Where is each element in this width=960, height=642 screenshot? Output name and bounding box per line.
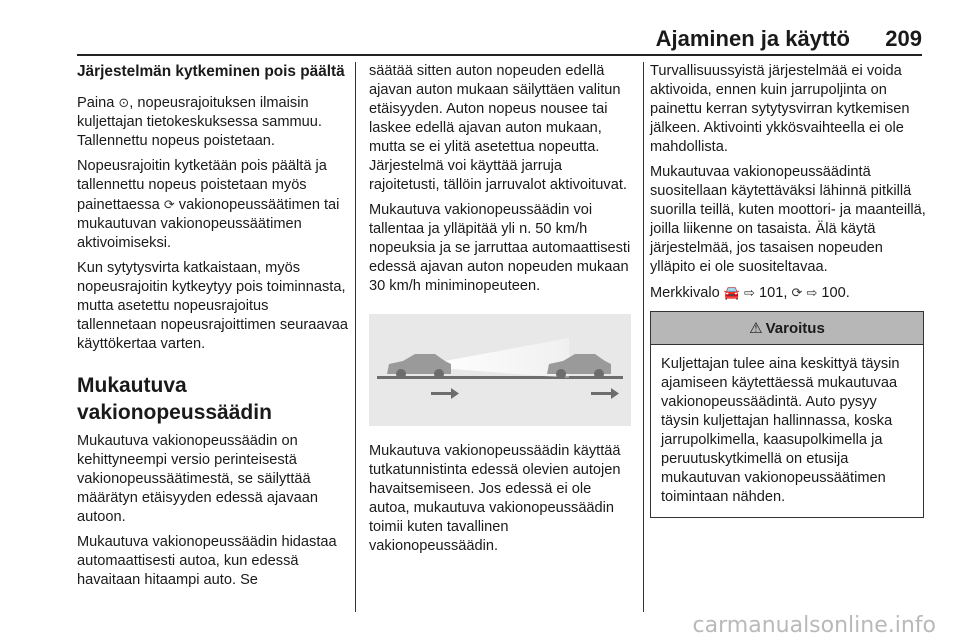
warning-header: ⚠ Varoitus [651, 312, 923, 345]
section-heading: Mukautuva vakionopeussäädin [77, 374, 272, 424]
paragraph: Mukautuva vakionopeussäädin voi tallentaa ja ylläpitää yli n. 50 km/h nopeuksia ja se jarruttaa automaattisesti edessä ajavan auton nopeuden mukaan 30 km/h miniminopeuteen. [369, 202, 631, 294]
header-rule [77, 54, 922, 56]
rear-car-icon [387, 354, 451, 379]
paragraph: Mukautuva vakionopeussäädin on kehittyneempi versio perinteisestä vakionopeussäätimestä, se säilyttää määrätyn etäisyyden edessä ajavaan autoon. [77, 433, 318, 525]
watermark: carmanualsonline.info [692, 613, 936, 638]
paragraph: Merkkivalo 🚘 ⇨ 101, ⟳ ⇨ 100. [650, 285, 850, 301]
cruise-control-icon: ⟳ [791, 285, 803, 300]
column-3 [650, 62, 926, 518]
column-1 [77, 62, 349, 596]
page-header-title: Ajaminen ja käyttö [655, 26, 850, 51]
paragraph: Mukautuva vakionopeussäädin hidastaa automaattisesti autoa, kun edessä havaitaan hitaampi auto. Se [77, 534, 337, 588]
paragraph: Kun sytytysvirta katkaistaan, myös nopeusrajoitin kytkeytyy pois toiminnasta, mutta asetettu nopeusrajoitus tallennetaan nopeusrajoittimen seuraavaa käyttökertaa varten. [77, 260, 348, 352]
warning-triangle-icon: ⚠ [749, 320, 763, 337]
column-separator [355, 62, 356, 612]
speed-limiter-icon: ⊙ [118, 95, 130, 110]
reference-arrow-icon: ⇨ [744, 285, 755, 300]
warning-text: Kuljettajan tulee aina keskittyä täysin ajamiseen käytettäessä mukautuvaa vakionopeussäädintä. Auto pysyy täysin kuljettajan hallinnassa, koska jarrupolkimella, kaasupolkimella ja peruutuskytkimellä on etusija mukautuvan vakionopeussäätimen toimintaan nähden. [661, 356, 900, 505]
page-number: 209 [885, 26, 922, 51]
warning-box [650, 311, 924, 518]
road-line [377, 376, 623, 379]
paragraph: Mukautuva vakionopeussäädin käyttää tutkatunnistinta edessä olevien autojen havaitsemiseen. Jos edessä ei ole autoa, mukautuva vakionopeussäädin toimii kuten tavallinen vakionopeussäädin. [369, 443, 621, 554]
direction-arrow-icon [591, 388, 619, 399]
radar-illustration [369, 314, 631, 426]
car-indicator-icon: 🚘 [723, 285, 740, 300]
paragraph: säätää sitten auton nopeuden edellä ajavan auton mukaan säilyttäen valitun etäisyyden. Auton nopeus nousee tai laskee edellä ajavan auton mukaan, mutta se ei ylitä asetettua nopeutta. Järjestelmä voi käyttää jarruja rajoitetusti, tällöin jarruvalot aktivoituvat. [369, 63, 627, 193]
reference-arrow-icon: ⇨ [806, 285, 818, 300]
paragraph: Nopeusrajoitin kytketään pois päältä ja tallennettu nopeus poistetaan myös painettaessa ⟳ vakionopeussäätimen tai mukautuvan vakionopeussäätimen aktivoimiseksi. [77, 158, 340, 251]
direction-arrow-icon [431, 388, 459, 399]
column-separator [643, 62, 644, 612]
column-2 [369, 62, 635, 562]
paragraph: Mukautuvaa vakionopeussäädintä suositellaan käytettäväksi lähinnä pitkillä suorilla teillä, kuten moottori- ja maanteillä, joilla liikenne on tasaista. Älä käytä järjestelmää, jos tasaisen nopeuden ylläpito ei ole suositeltavaa. [650, 164, 926, 275]
cruise-control-icon: ⟳ [163, 197, 175, 212]
paragraph: Turvallisuussyistä järjestelmää ei voida aktivoida, ennen kuin jarrupoljinta on painettu kerran sytytysvirran kytkemisen jälkeen. Aktivointi ykkösvaihteella ei ole mahdollista. [650, 63, 910, 155]
subsection-heading: Järjestelmän kytkeminen pois päältä [77, 63, 345, 80]
paragraph: Paina ⊙, nopeusrajoituksen ilmaisin kuljettajan tietokeskuksessa sammuu. Tallennettu nopeus poistetaan. [77, 95, 322, 149]
